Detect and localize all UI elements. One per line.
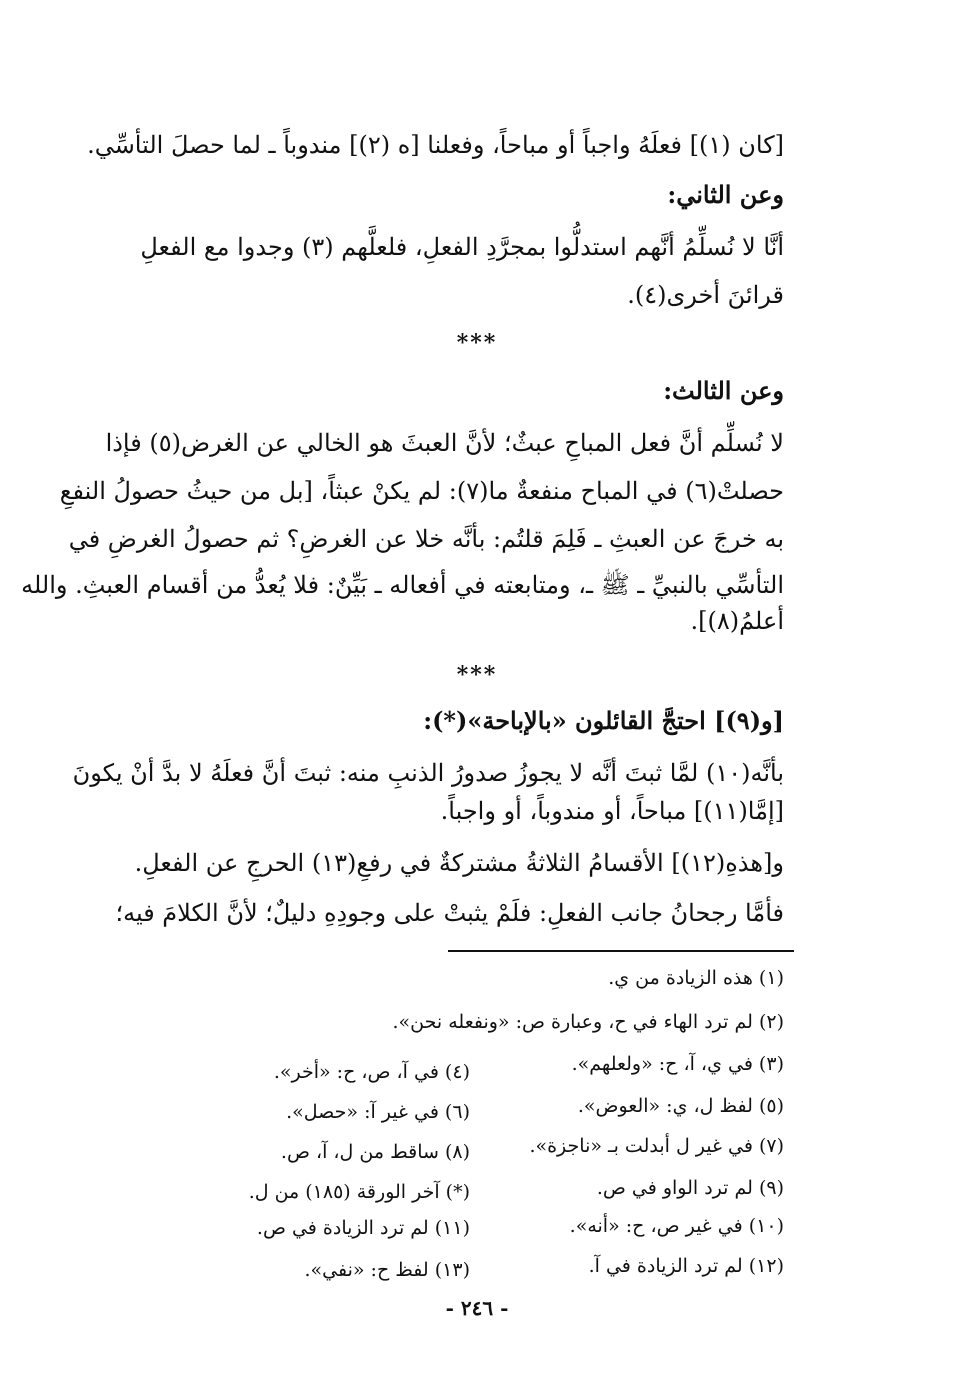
body-line: التأسِّي بالنبيِّ ـ ﷺ ـ، ومتابعته في أفعاله ـ بَيِّنٌ: فلا يُعدُّ من أقسام العبثِ. والله <box>21 571 784 599</box>
body-line: لا نُسلِّم أنَّ فعل المباحِ عبثٌ؛ لأنَّ العبثَ هو الخالي عن الغرض(٥) فإذا <box>105 429 784 457</box>
footnote: (١٠) في غير ص، ح: «أنه». <box>569 1215 784 1237</box>
body-line: [إمَّا(١١)] مباحاً، أو مندوباً، أو واجباً. <box>440 797 784 825</box>
page-number: - ٢٤٦ - <box>445 1296 509 1320</box>
section-separator: *** <box>456 330 498 356</box>
section-heading-second: وعن الثاني: <box>667 180 784 209</box>
footnote: (١١) لم ترد الزيادة في ص. <box>256 1217 470 1239</box>
footnote: (١٢) لم ترد الزيادة في آ. <box>588 1255 784 1277</box>
footnote: (٨) ساقط من ل، آ، ص. <box>280 1141 470 1163</box>
footnote: (٧) في غير ل أبدلت بـ «ناجزة». <box>529 1135 784 1157</box>
footnote: (٥) لفظ ل، ي: «العوض». <box>577 1095 784 1117</box>
body-line: حصلتْ(٦) في المباح منفعةٌ ما(٧): لم يكنْ عبثاً، [بل من حيثُ حصولُ النفعِ <box>59 477 784 505</box>
footnote: (٤) في آ، ص، ح: «أخر». <box>273 1061 470 1083</box>
footnote: (*) آخر الورقة (١٨٥) من ل. <box>248 1181 470 1203</box>
body-line: قرائنَ أخرى(٤). <box>627 281 784 309</box>
body-line: بأنَّه(١٠) لمَّا ثبتَ أنَّه لا يجوزُ صدورُ الذنبِ منه: ثبتَ أنَّ فعلَهُ لا بدَّ أنْ يكونَ <box>72 759 784 787</box>
body-line: [كان (١)] فعلَهُ واجباً أو مباحاً، وفعلنا [ه (٢)] مندوباً ـ لما حصلَ التأسِّي. <box>87 131 784 159</box>
footnote-divider <box>448 950 794 952</box>
footnote: (١) هذه الزيادة من ي. <box>608 967 784 989</box>
section-heading-third: وعن الثالث: <box>663 376 784 405</box>
body-line: به خرجَ عن العبثِ ـ فَلِمَ قلتُم: بأنَّه خلا عن الغرضِ؟ ثم حصولُ الغرضِ في <box>68 525 784 553</box>
footnote: (٩) لم ترد الواو في ص. <box>596 1177 784 1199</box>
footnote: (٢) لم ترد الهاء في ح، وعبارة ص: «ونفعله نحن». <box>392 1011 784 1033</box>
body-line: أعلمُ(٨)]. <box>690 607 784 635</box>
section-separator: *** <box>456 662 498 688</box>
body-line: و[هذهِ(١٢)] الأقسامُ الثلاثةُ مشتركةٌ في رفعِ(١٣) الحرجِ عن الفعلِ. <box>134 849 784 877</box>
section-heading-fourth: [و(٩)] احتجَّ القائلون «بالإباحة»(*): <box>423 706 784 735</box>
footnote: (١٣) لفظ ح: «نفي». <box>304 1259 470 1281</box>
body-line: فأمَّا رجحانُ جانب الفعلِ: فلَمْ يثبتْ على وجودِهِ دليلٌ؛ لأنَّ الكلامَ فيه؛ <box>115 899 784 927</box>
body-line: أنَّا لا نُسلِّمُ أنَّهم استدلُّوا بمجرَّدِ الفعلِ، فلعلَّهم (٣) وجدوا مع الفعلِ <box>140 233 784 261</box>
footnote: (٣) في ي، آ، ح: «ولعلهم». <box>571 1053 784 1075</box>
footnote: (٦) في غير آ: «حصل». <box>286 1101 470 1123</box>
